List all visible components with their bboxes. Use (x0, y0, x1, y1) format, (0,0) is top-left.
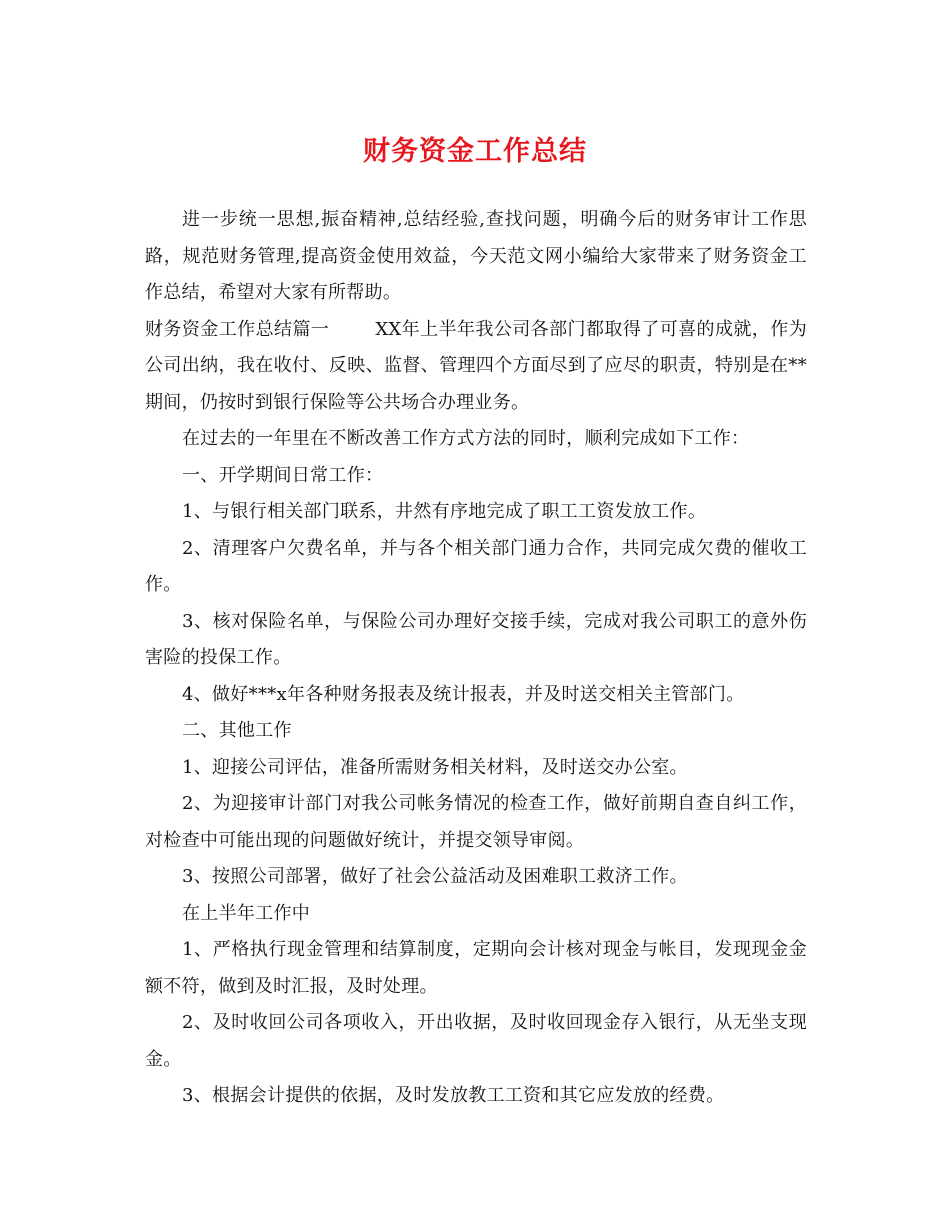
paragraph: 1、与银行相关部门联系，井然有序地完成了职工工资发放工作。 (182, 501, 707, 522)
paragraph: 在上半年工作中 (182, 902, 311, 924)
paragraph: 4、做好***x年各种财务报表及统计报表，并及时送交相关主管部门。 (182, 683, 745, 705)
paragraph: 2、及时收回公司各项收入，开出收据，及时收回现金存入银行，从无坐支现金。 (145, 1012, 807, 1070)
document-title: 财务资金工作总结 (363, 136, 587, 167)
paragraph: 3、按照公司部署，做好了社会公益活动及困难职工救济工作。 (182, 866, 688, 887)
paragraph: 二、其他工作 (182, 720, 292, 741)
section-label: 财务资金工作总结篇一 (145, 318, 330, 340)
paragraph: 1、迎接公司评估，准备所需财务相关材料，及时送交办公室。 (182, 756, 688, 778)
section-paragraph (145, 312, 807, 422)
document-body (145, 202, 807, 1115)
paragraph: 在过去的一年里在不断改善工作方式方法的同时，顺利完成如下工作： (182, 428, 750, 449)
paragraph: 3、核对保险名单，与保险公司办理好交接手续，完成对我公司职工的意外伤害险的投保工作。 (145, 610, 807, 668)
paragraph: 2、清理客户欠费名单，并与各个相关部门通力合作，共同完成欠费的催收工作。 (145, 537, 807, 595)
paragraph: 一、开学期间日常工作： (182, 464, 384, 486)
paragraph: 2、为迎接审计部门对我公司帐务情况的检查工作，做好前期自查自纠工作，对检查中可能出现的问题做好统计，并提交领导审阅。 (145, 793, 807, 851)
section-text: XX年上半年我公司各部门都取得了可喜的成就，作为公司出纳，我在收付、反映、监督、管理四个方面尽到了应尽的职责，特别是在**期间，仍按时到银行保险等公共场合办理业务。 (145, 318, 808, 413)
paragraph: 3、根据会计提供的依据，及时发放教工工资和其它应发放的经费。 (182, 1085, 725, 1106)
paragraph: 1、严格执行现金管理和结算制度，定期向会计核对现金与帐目，发现现金金额不符，做到及时汇报，及时处理。 (145, 939, 807, 997)
intro-paragraph: 进一步统一思想,振奋精神,总结经验,查找问题，明确今后的财务审计工作思路，规范财务管理,提高资金使用效益，今天范文网小编给大家带来了财务资金工作总结，希望对大家有所帮助。 (145, 209, 807, 303)
